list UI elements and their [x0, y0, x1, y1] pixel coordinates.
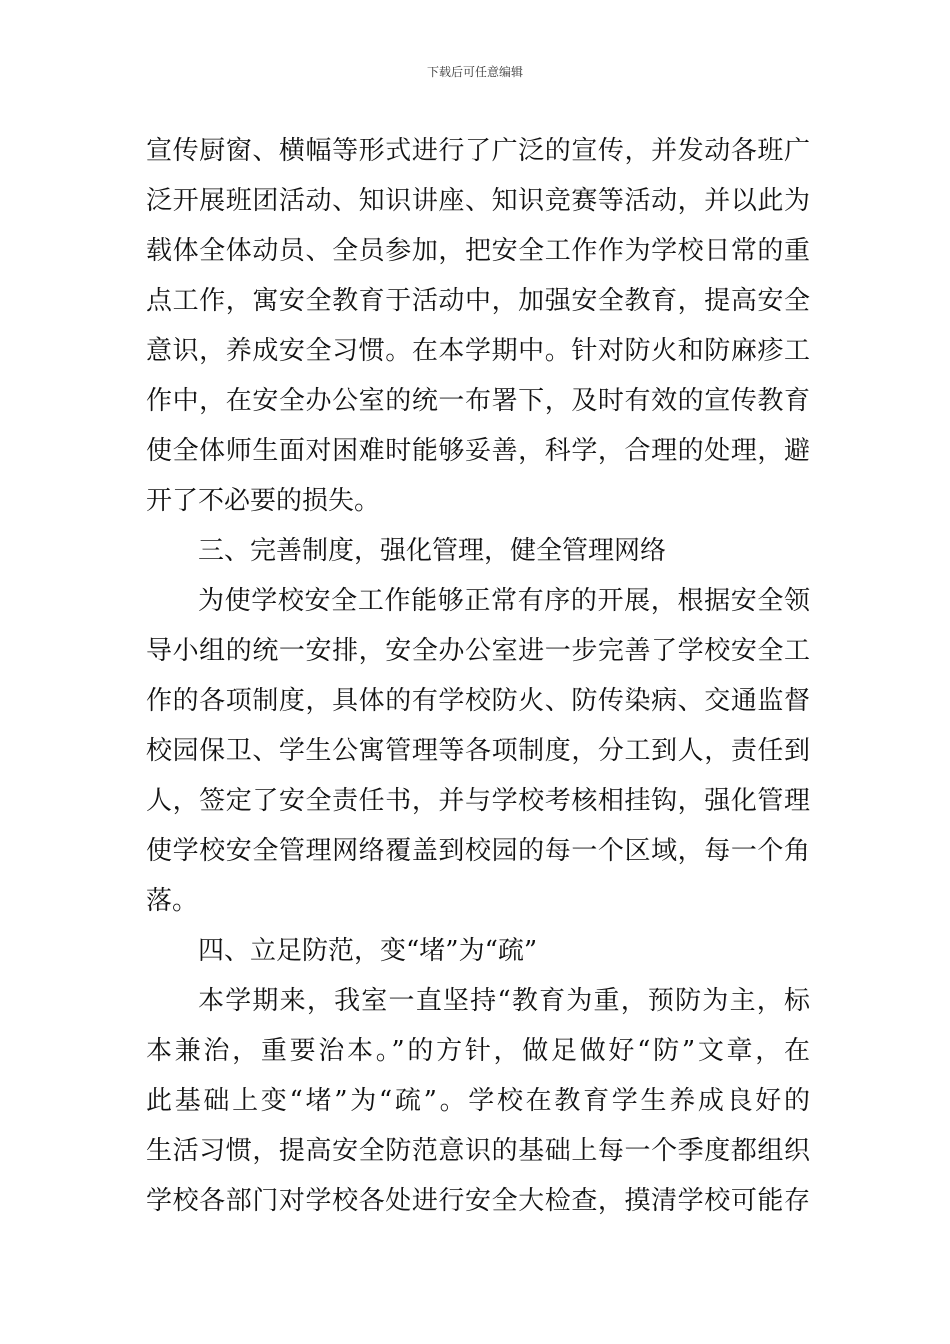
text-line: 本学期来，我室一直坚持“教育为重，预防为主，标: [198, 986, 810, 1016]
text-line: 校园保卫、学生公寓管理等各项制度，分工到人，责任到: [146, 736, 810, 766]
text-line: 学校各部门对学校各处进行安全大检查，摸清学校可能存: [146, 1186, 810, 1216]
text-line: 导小组的统一安排，安全办公室进一步完善了学校安全工: [146, 636, 810, 666]
text-line: 开了不必要的损失。: [146, 486, 381, 516]
text-line: 作中，在安全办公室的统一布署下，及时有效的宣传教育: [146, 386, 810, 416]
text-line: 点工作，寓安全教育于活动中，加强安全教育，提高安全: [146, 286, 810, 316]
document-body: [146, 126, 810, 1226]
text-line: 宣传厨窗、横幅等形式进行了广泛的宣传，并发动各班广: [146, 136, 810, 166]
text-line: 作的各项制度，具体的有学校防火、防传染病、交通监督: [146, 686, 810, 716]
text-line: 生活习惯，提高安全防范意识的基础上每一个季度都组织: [146, 1136, 810, 1166]
text-line: 落。: [146, 886, 199, 916]
text-line: 使学校安全管理网络覆盖到校园的每一个区域，每一个角: [146, 836, 810, 866]
text-line: 本兼治，重要治本。”的方针，做足做好“防”文章，在: [146, 1036, 810, 1066]
section-heading: 三、完善制度，强化管理，健全管理网络: [198, 536, 667, 566]
text-line: 人，签定了安全责任书，并与学校考核相挂钩，强化管理: [146, 786, 810, 816]
text-line: 使全体师生面对困难时能够妥善，科学，合理的处理，避: [146, 436, 810, 466]
text-line: 载体全体动员、全员参加，把安全工作作为学校日常的重: [146, 236, 810, 266]
section-heading: 四、立足防范，变“堵”为“疏”: [198, 936, 538, 966]
text-line: 为使学校安全工作能够正常有序的开展，根据安全领: [198, 586, 810, 616]
page-header: 下载后可任意编辑: [426, 65, 523, 79]
text-line: 意识，养成安全习惯。在本学期中。针对防火和防麻疹工: [146, 336, 810, 366]
text-line: 此基础上变“堵”为“疏”。学校在教育学生养成良好的: [146, 1086, 810, 1116]
text-line: 泛开展班团活动、知识讲座、知识竞赛等活动，并以此为: [146, 186, 810, 216]
